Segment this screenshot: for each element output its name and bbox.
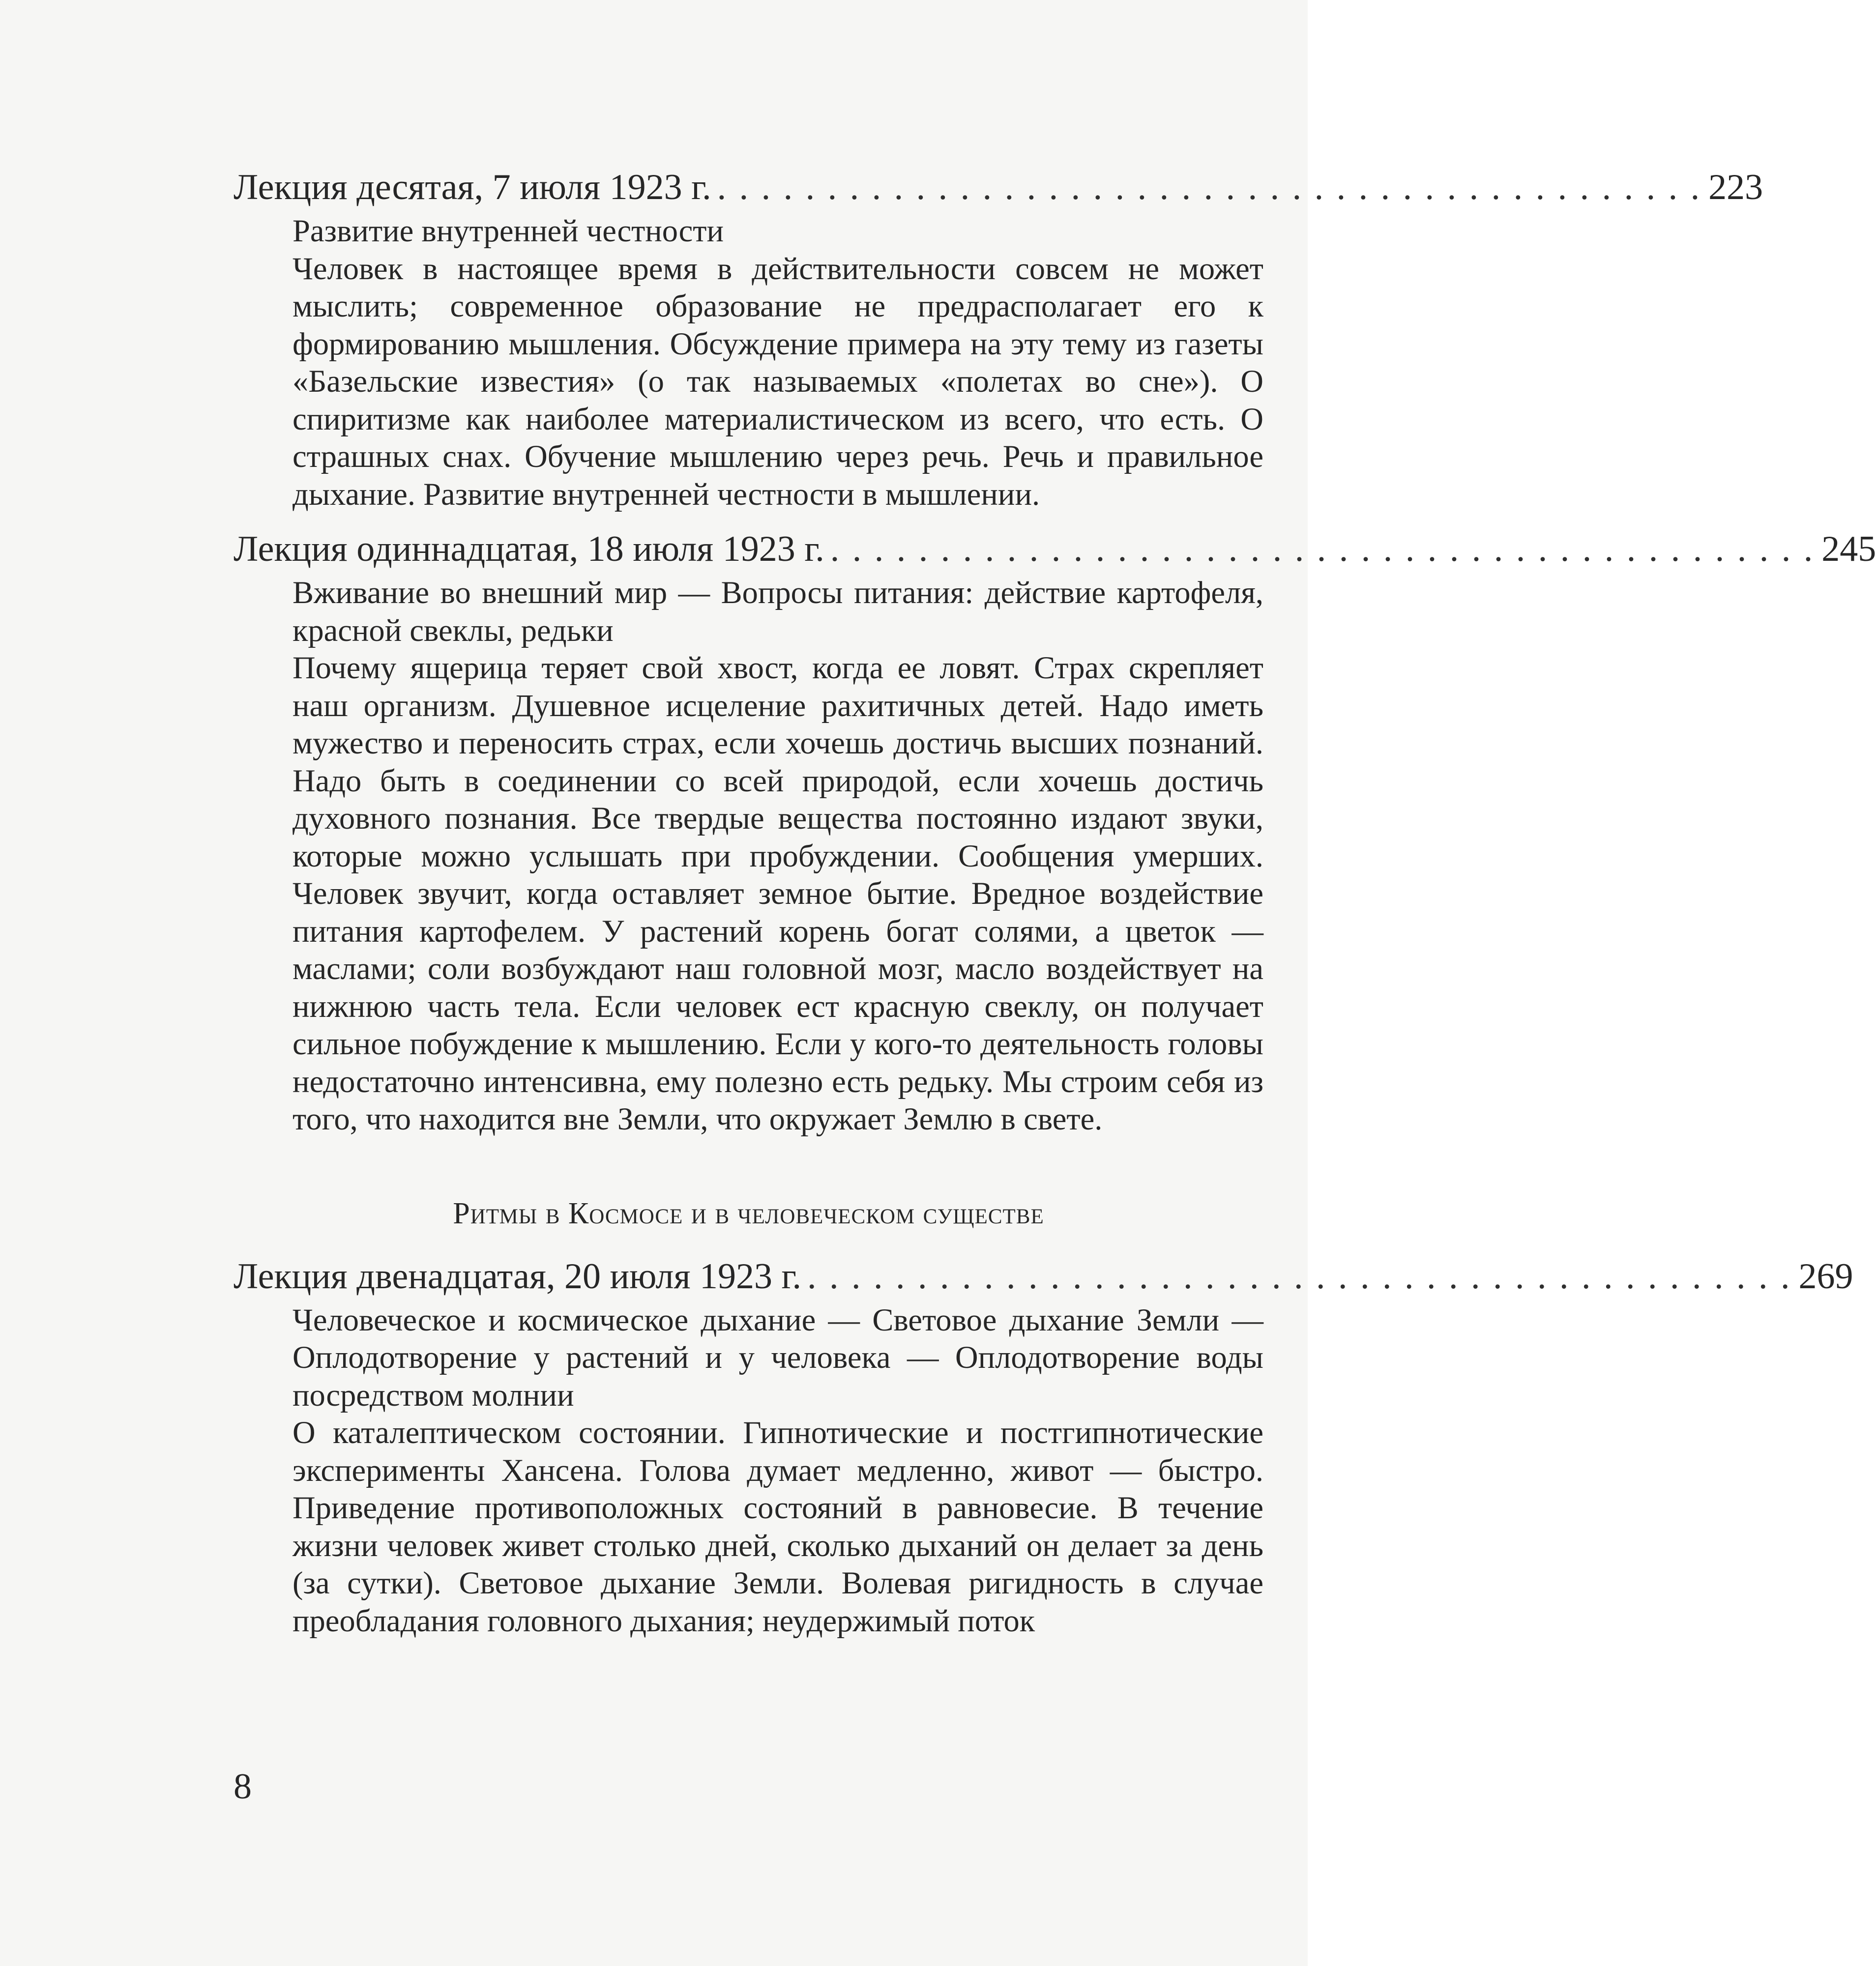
- lecture-subtitle: Вживание во внешний мир — Вопросы питания: действие картофеля, красной свеклы, редьки: [293, 575, 1263, 648]
- table-of-contents: [234, 162, 1876, 1640]
- lecture-summary: Почему ящерица теряет свой хвост, когда ее ловят. Страх скрепляет наш организм. Душевное исцеление рахитичных детей. Надо иметь мужество и переносить страх, если хочешь достичь высших познаний. Надо быть в соединении со всей природой, если хочешь достичь духовного познания. Все твердые вещества постоянно издают звуки, которые можно услышать при пробуждении. Сообщения умерших. Человек звучит, когда оставляет земное бытие. Вредное воздействие питания картофелем. У растений корень богат солями, а цветок — маслами; соли возбуждают наш головной мозг, масло воздействует на нижнюю часть тела. Если человек ест красную свеклу, он получает сильное побуждение к мышлению. Если у кого-то деятельность головы недостаточно интенсивна, ему полезно есть редьку. Мы строим себя из того, что находится вне Земли, что окружает Землю в свете.: [293, 650, 1263, 1136]
- lecture-page-number: 223: [1708, 167, 1763, 207]
- dot-leader: . . . . . . . . . . . . . . . . . . . . . . . . . . . . . . . . . . . . . . . . . . . . .: [807, 1256, 1792, 1297]
- toc-entry-lecture-10: [234, 162, 1763, 513]
- toc-entry-heading: [234, 1251, 1853, 1301]
- lecture-page-number: 269: [1798, 1256, 1853, 1297]
- lecture-summary: О каталептическом состоянии. Гипнотические и постгипнотические эксперименты Хансена. Голова думает медленно, живот — быстро. Приведение противоположных состояний в равновесие. В течение жизни человек живет столько дней, сколько дыханий он делает за день (за сутки). Световое дыхание Земли. Волевая ригидность в случае преобладания головного дыхания; неудержимый поток: [293, 1415, 1263, 1638]
- lecture-title: Лекция одиннадцатая, 18 июля 1923 г.: [234, 529, 824, 569]
- page-number: 8: [234, 1766, 252, 1807]
- lecture-subtitle: Человеческое и космическое дыхание — Световое дыхание Земли — Оплодотворение у растений и у человека — Оплодотворение воды посредством молнии: [293, 1302, 1263, 1413]
- lecture-page-number: 245: [1821, 529, 1876, 569]
- dot-leader: . . . . . . . . . . . . . . . . . . . . . . . . . . . . . . . . . . . . . . . . . . . . .: [717, 167, 1702, 207]
- dot-leader: . . . . . . . . . . . . . . . . . . . . . . . . . . . . . . . . . . . . . . . . . . . . .: [830, 529, 1815, 569]
- lecture-title: Лекция двенадцатая, 20 июля 1923 г.: [234, 1256, 801, 1297]
- toc-entry-lecture-11: [234, 524, 1876, 1138]
- lecture-subtitle: Развитие внутренней честности: [293, 213, 724, 248]
- toc-entry-heading: [234, 162, 1763, 212]
- lecture-title: Лекция десятая, 7 июля 1923 г.: [234, 167, 711, 207]
- section-heading: Ритмы в Космосе и в человеческом существе: [453, 1196, 1044, 1230]
- lecture-summary: Человек в настоящее время в действительности совсем не может мыслить; современное образование не предрасполагает его к формированию мышления. Обсуждение примера на эту тему из газеты «Базельские известия» (о так называемых «полетах во сне»). О спиритизме как наиболее материалистическом из всего, что есть. О страшных снах. Обучение мышлению через речь. Речь и правильное дыхание. Развитие внутренней честности в мышлении.: [293, 251, 1263, 512]
- toc-entry-heading: [234, 524, 1876, 574]
- toc-entry-lecture-12: [234, 1251, 1853, 1640]
